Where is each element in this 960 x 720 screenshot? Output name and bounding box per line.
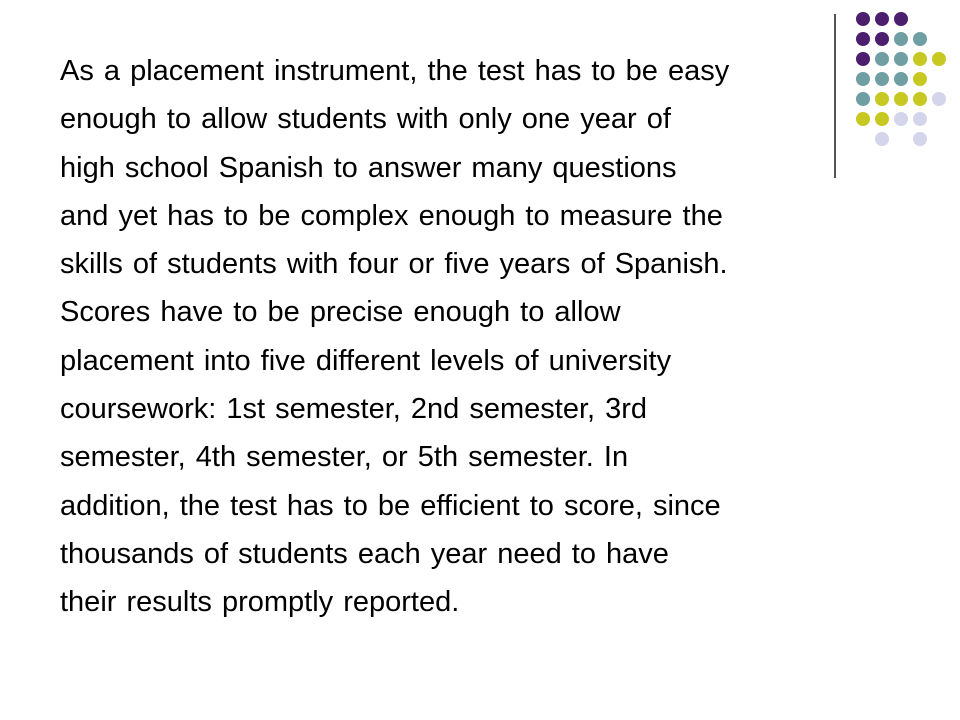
vertical-divider	[834, 14, 836, 178]
text-line: placement into five different levels of university	[60, 344, 672, 377]
text-line: coursework: 1st semester, 2nd semester, 3rd	[60, 393, 648, 426]
text-line: semester, 4th semester, or 5th semester. In	[60, 441, 629, 474]
text-line: and yet has to be complex enough to measure the	[60, 199, 723, 232]
decorative-dot	[894, 12, 908, 26]
body-paragraph	[60, 47, 830, 627]
decorative-dot	[894, 32, 908, 46]
decorative-dot	[856, 72, 870, 86]
text-line: Scores have to be precise enough to allow	[60, 296, 621, 329]
text-line: skills of students with four or five years of Spanish.	[60, 248, 728, 281]
decorative-dot	[875, 32, 889, 46]
text-line: thousands of students each year need to have	[60, 537, 669, 570]
decorative-dot	[856, 12, 870, 26]
decorative-dot	[875, 72, 889, 86]
decorative-dot	[875, 92, 889, 106]
decorative-dot	[913, 92, 927, 106]
decorative-dot	[875, 52, 889, 66]
decorative-dot	[913, 132, 927, 146]
decorative-dot	[856, 92, 870, 106]
decorative-dot	[856, 52, 870, 66]
decorative-dot	[932, 92, 946, 106]
text-line: high school Spanish to answer many questions	[60, 151, 677, 184]
decorative-dot	[913, 32, 927, 46]
decorative-dot	[875, 112, 889, 126]
decorative-dot	[894, 72, 908, 86]
decorative-dot	[875, 12, 889, 26]
decorative-dot	[856, 112, 870, 126]
text-line: addition, the test has to be efficient to score, since	[60, 489, 721, 522]
decorative-dot	[894, 52, 908, 66]
text-line: their results promptly reported.	[60, 586, 460, 619]
decorative-dot	[913, 112, 927, 126]
decorative-dot	[913, 52, 927, 66]
decorative-dot	[894, 112, 908, 126]
decorative-dot	[894, 92, 908, 106]
decorative-dot	[932, 52, 946, 66]
decorative-dot	[875, 132, 889, 146]
text-line: As a placement instrument, the test has to be easy	[60, 55, 730, 87]
decorative-dot	[913, 72, 927, 86]
decorative-dot	[856, 32, 870, 46]
text-line: enough to allow students with only one year of	[60, 103, 671, 136]
